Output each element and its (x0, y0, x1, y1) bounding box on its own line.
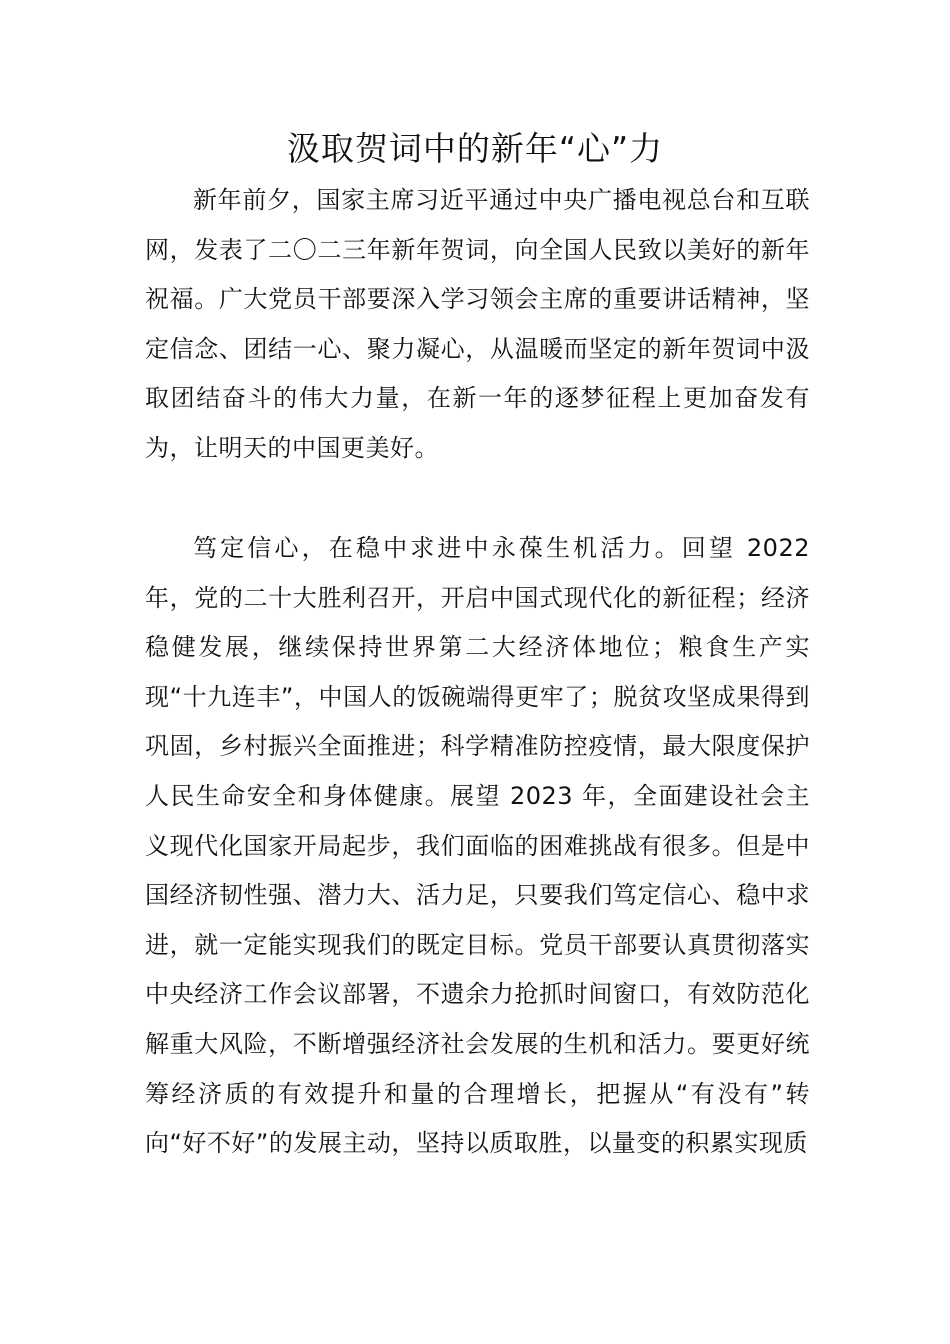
paragraph-intro: 新年前夕，国家主席习近平通过中央广播电视总台和互联网，发表了二〇二三年新年贺词，向全国人民致以美好的新年祝福。广大党员干部要深入学习领会主席的重要讲话精神，坚定信念、团结一心、聚力凝心，从温暖而坚定的新年贺词中汲取团结奋斗的伟大力量，在新一年的逐梦征程上更加奋发有为，让明天的中国更美好。 (145, 186, 810, 462)
paragraph-confidence: 笃定信心，在稳中求进中永葆生机活力。回望 2022 年，党的二十大胜利召开，开启中国式现代化的新征程；经济稳健发展，继续保持世界第二大经济体地位；粮食生产实现“十九连丰”，中国人的饭碗端得更牢了；脱贫攻坚成果得到巩固，乡村振兴全面推进；科学精准防控疫情，最大限度保护人民生命安全和身体健康。展望 2023 年，全面建设社会主义现代化国家开局起步，我们面临的困难挑战有很多。但是中国经济韧性强、潜力大、活力足，只要我们笃定信心、稳中求进，就一定能实现我们的既定目标。党员干部要认真贯彻落实中央经济工作会议部署，不遗余力抢抓时间窗口，有效防范化解重大风险，不断增强经济社会发展的生机和活力。要更好统筹经济质的有效提升和量的合理增长，把握从“有没有”转向“好不好”的发展主动，坚持以质取胜，以量变的积累实现质 (145, 534, 810, 1158)
page-title: 汲取贺词中的新年“心”力 (286, 129, 664, 168)
